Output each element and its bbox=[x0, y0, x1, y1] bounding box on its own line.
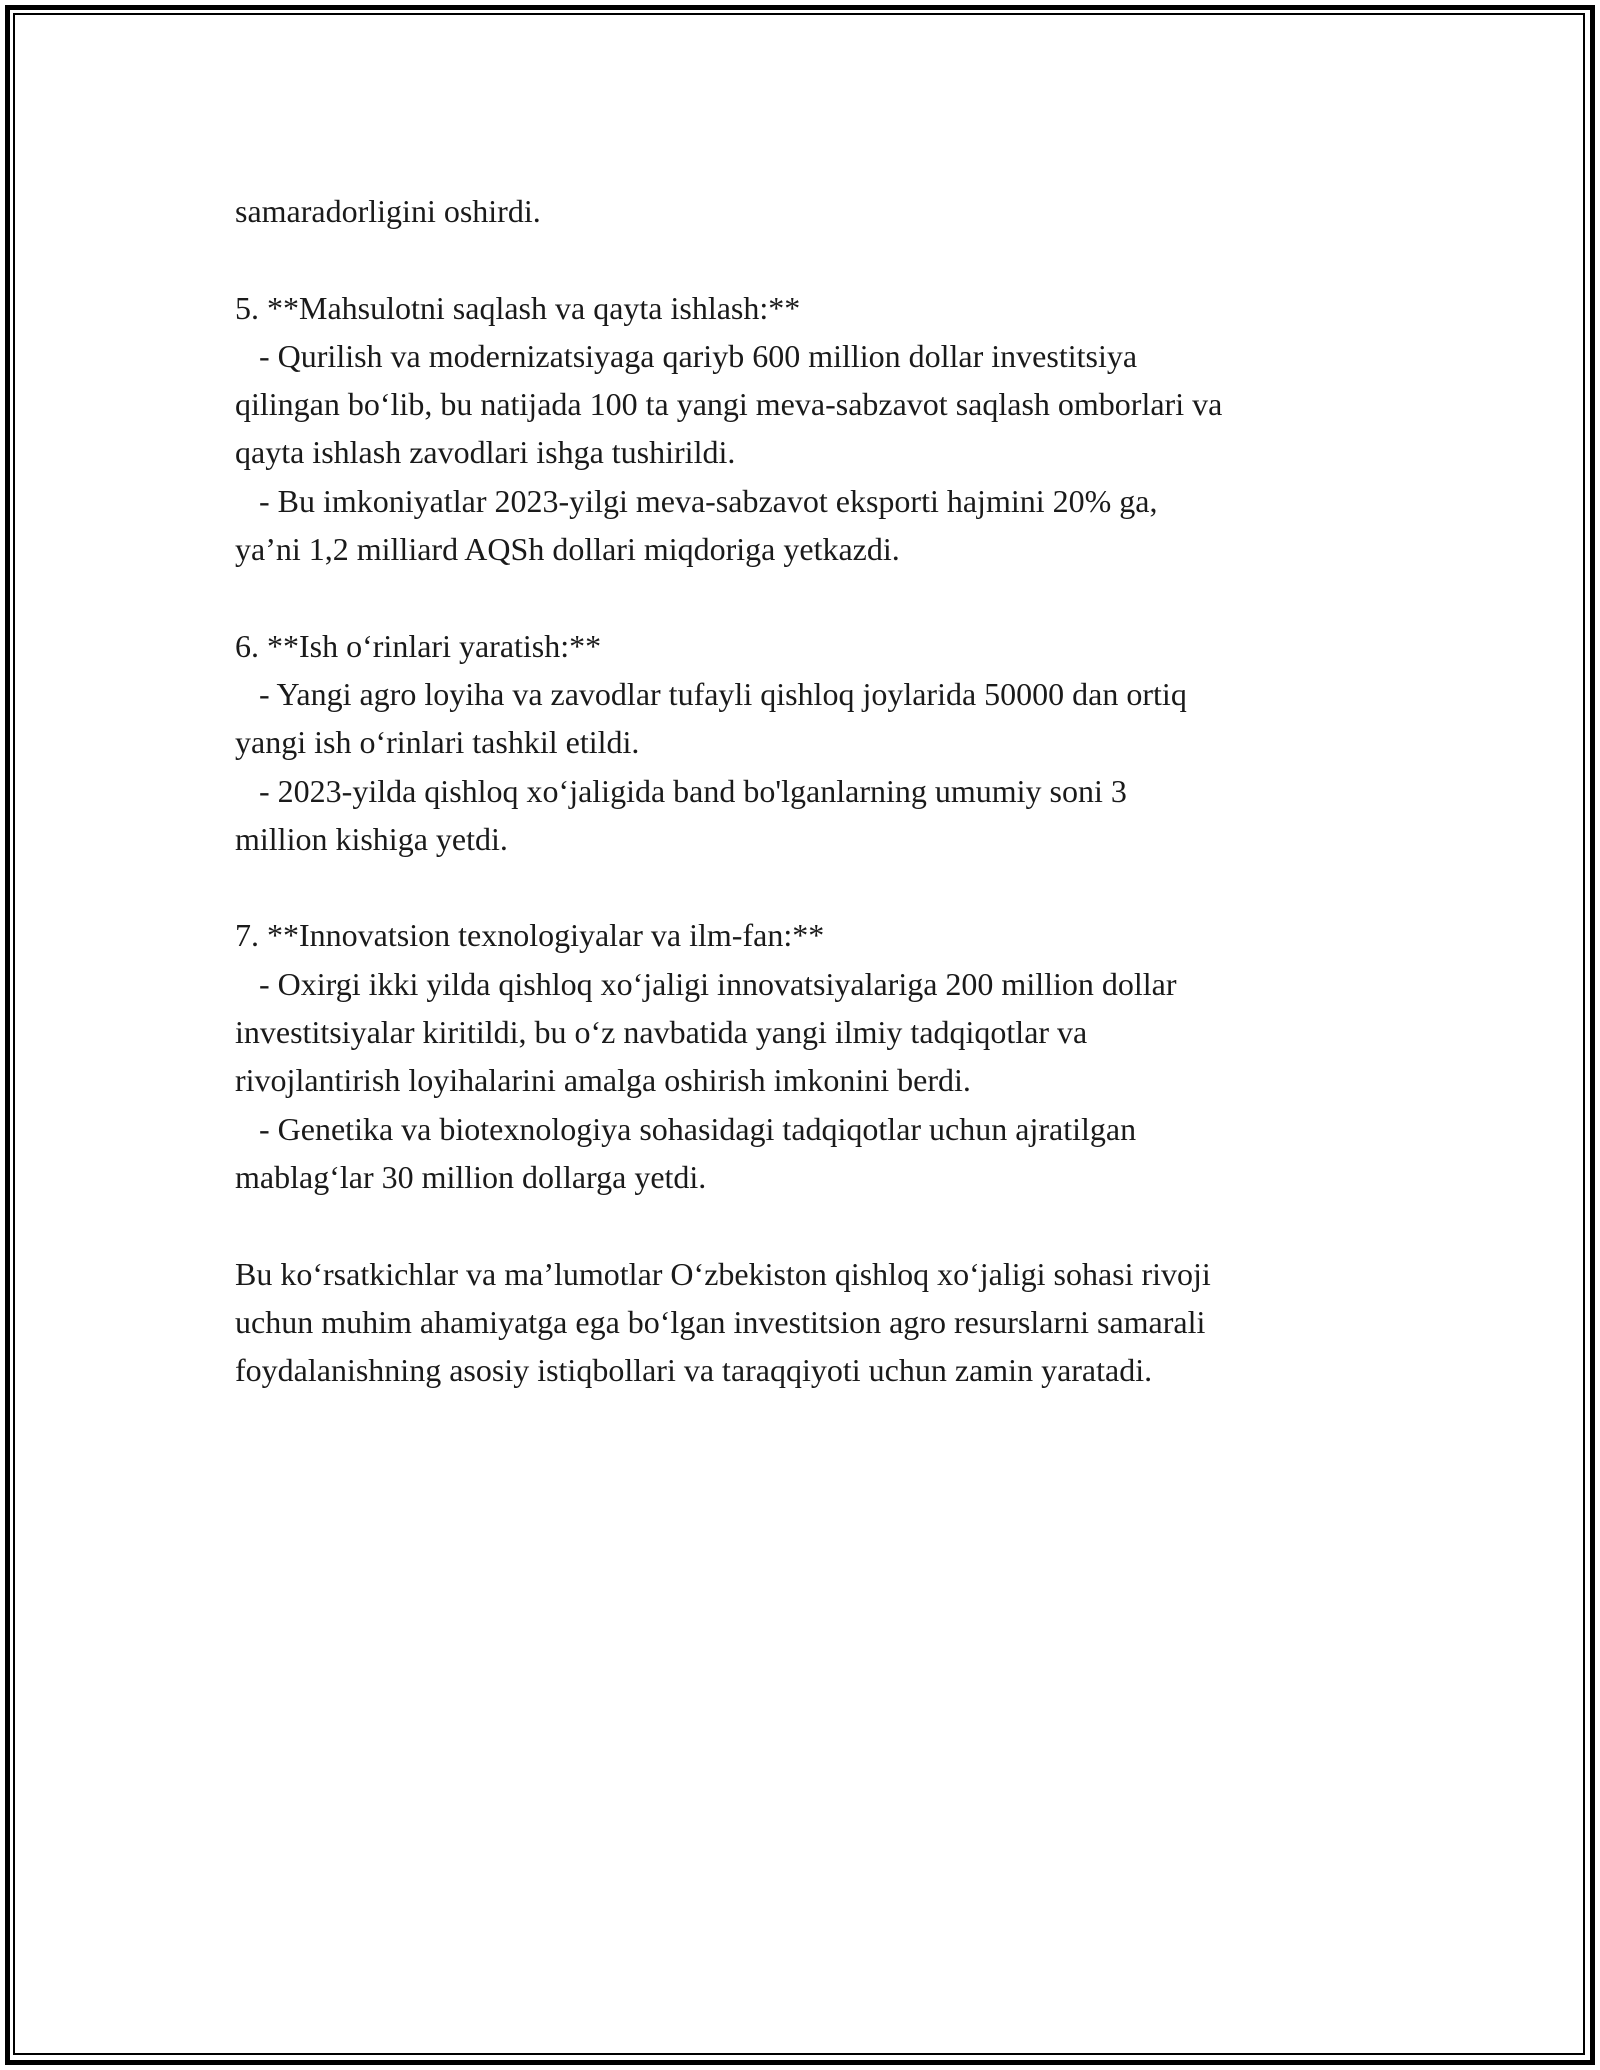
paragraph-gap bbox=[235, 863, 1435, 911]
text-line: - Qurilish va modernizatsiyaga qariyb 600 million dollar investitsiya bbox=[235, 337, 1138, 374]
text-line: ya’ni 1,2 milliard AQSh dollari miqdoriga yetkazdi. bbox=[235, 531, 900, 568]
paragraph-gap bbox=[235, 235, 1435, 283]
paragraph-gap bbox=[235, 573, 1435, 621]
text-line: - Yangi agro loyiha va zavodlar tufayli qishloq joylarida 50000 dan ortiq bbox=[235, 675, 1187, 712]
section-heading: 5. **Mahsulotni saqlash va qayta ishlash:** bbox=[235, 289, 801, 326]
paragraph-gap bbox=[235, 1201, 1435, 1249]
text-line: investitsiyalar kiritildi, bu o‘z navbatida yangi ilmiy tadqiqotlar va bbox=[235, 1014, 1088, 1051]
conclusion-line: Bu ko‘rsatkichlar va ma’lumotlar O‘zbekiston qishloq xo‘jaligi sohasi rivoji bbox=[235, 1255, 1211, 1292]
text-line: mablag‘lar 30 million dollarga yetdi. bbox=[235, 1158, 707, 1195]
text-line: qayta ishlash zavodlari ishga tushirildi. bbox=[235, 434, 736, 471]
text-line: yangi ish o‘rinlari tashkil etildi. bbox=[235, 724, 640, 761]
text-line: qilingan bo‘lib, bu natijada 100 ta yangi meva-sabzavot saqlash omborlari va bbox=[235, 386, 1223, 423]
section-heading: 7. **Innovatsion texnologiyalar va ilm-fan:** bbox=[235, 917, 825, 954]
text-line: rivojlantirish loyihalarini amalga oshirish imkonini berdi. bbox=[235, 1062, 971, 1099]
text-line: - Oxirgi ikki yilda qishloq xo‘jaligi innovatsiyalariga 200 million dollar bbox=[235, 965, 1177, 1002]
text-line: samaradorligini oshirdi. bbox=[235, 193, 541, 229]
text-line: - Bu imkoniyatlar 2023-yilgi meva-sabzavot eksporti hajmini 20% ga, bbox=[235, 482, 1158, 519]
section-heading: 6. **Ish o‘rinlari yaratish:** bbox=[235, 627, 602, 664]
text-line: - Genetika va biotexnologiya sohasidagi tadqiqotlar uchun ajratilgan bbox=[235, 1110, 1137, 1147]
conclusion-line: uchun muhim ahamiyatga ega bo‘lgan investitsion agro resurslarni samarali bbox=[235, 1303, 1206, 1340]
conclusion-line: foydalanishning asosiy istiqbollari va taraqqiyoti uchun zamin yaratadi. bbox=[235, 1352, 1153, 1389]
text-line: million kishiga yetdi. bbox=[235, 820, 508, 857]
document-body bbox=[235, 187, 1435, 1394]
text-line: - 2023-yilda qishloq xo‘jaligida band bo'lganlarning umumiy soni 3 bbox=[235, 772, 1127, 809]
